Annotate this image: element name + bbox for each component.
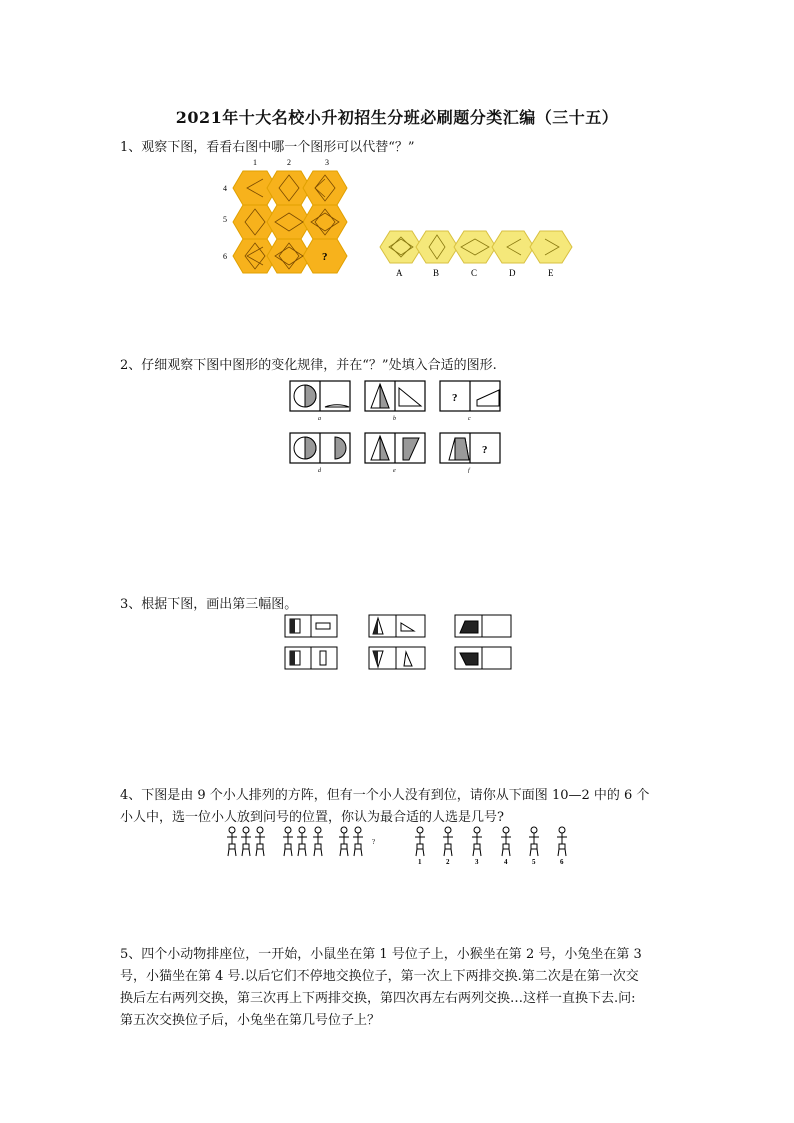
- col-label: 1: [253, 158, 257, 167]
- missing-mark: ?: [482, 444, 488, 456]
- hex-cell: [303, 205, 347, 239]
- box-label: d: [318, 468, 321, 473]
- candidate-number: 3: [475, 858, 479, 866]
- option-hex-d: [492, 231, 534, 263]
- question-4-figure: [222, 824, 582, 866]
- candidate-number: 2: [446, 858, 450, 866]
- candidate-figures: [415, 827, 567, 856]
- question-5-line-3: 换后左右两列交换，第三次再上下两排交换，第四次再左右两列交换…这样一直换下去.问:: [120, 991, 636, 1006]
- row-label: 6: [223, 252, 227, 261]
- question-4-line-2: 小人中，选一位小人放到问号的位置，你认为最合适的人选是几号?: [120, 810, 504, 825]
- question-2-text: 2、仔细观察下图中图形的变化规律，并在“？”处填入合适的图形.: [120, 358, 497, 373]
- candidate-number: 6: [560, 858, 564, 866]
- question-3-text: 3、根据下图，画出第三幅图。: [120, 597, 298, 612]
- missing-mark: ?: [452, 392, 458, 404]
- box-label: a: [318, 416, 321, 422]
- missing-mark: ?: [322, 251, 328, 263]
- question-2-figure: [285, 378, 515, 473]
- box-label: f: [468, 468, 470, 473]
- option-hex-e: [530, 231, 572, 263]
- stick-figure-group: [227, 827, 363, 856]
- question-3-figure: [282, 612, 517, 674]
- option-label: A: [396, 268, 403, 278]
- question-1-text: 1、观察下图，看看右图中哪一个图形可以代替“？”: [120, 140, 415, 155]
- row-label: 4: [223, 184, 227, 193]
- question-5-line-4: 第五次交换位子后，小兔坐在第几号位子上？: [120, 1013, 381, 1028]
- candidate-number: 1: [418, 858, 422, 866]
- box-label: c: [468, 416, 471, 422]
- candidate-number: 4: [504, 858, 508, 866]
- box-label: e: [393, 468, 396, 473]
- question-1-figure: [215, 155, 585, 280]
- option-label: B: [433, 268, 440, 278]
- box-label: b: [393, 416, 396, 422]
- missing-mark: ?: [372, 838, 376, 846]
- option-label: E: [548, 268, 554, 278]
- row-label: 5: [223, 215, 227, 224]
- question-5-line-1: 5、四个小动物排座位，一开始，小鼠坐在第 1 号位子上，小猴坐在第 2 号，小兔坐在第 3: [120, 947, 642, 962]
- candidate-number: 5: [532, 858, 536, 866]
- option-label: D: [509, 268, 516, 278]
- col-label: 3: [325, 158, 329, 167]
- question-5-line-2: 号，小猫坐在第 4 号.以后它们不停地交换位子，第一次上下两排交换.第二次是在第一次交: [120, 969, 639, 984]
- question-4-line-1: 4、下图是由 9 个小人排列的方阵，但有一个小人没有到位，请你从下面图 10—2 中的 6 个: [120, 788, 650, 803]
- hex-cell: [303, 171, 347, 205]
- page-title: 2021年十大名校小升初招生分班必刷题分类汇编（三十五）: [175, 108, 619, 127]
- option-hex-b: [416, 231, 458, 263]
- option-label: C: [471, 268, 478, 278]
- col-label: 2: [287, 158, 291, 167]
